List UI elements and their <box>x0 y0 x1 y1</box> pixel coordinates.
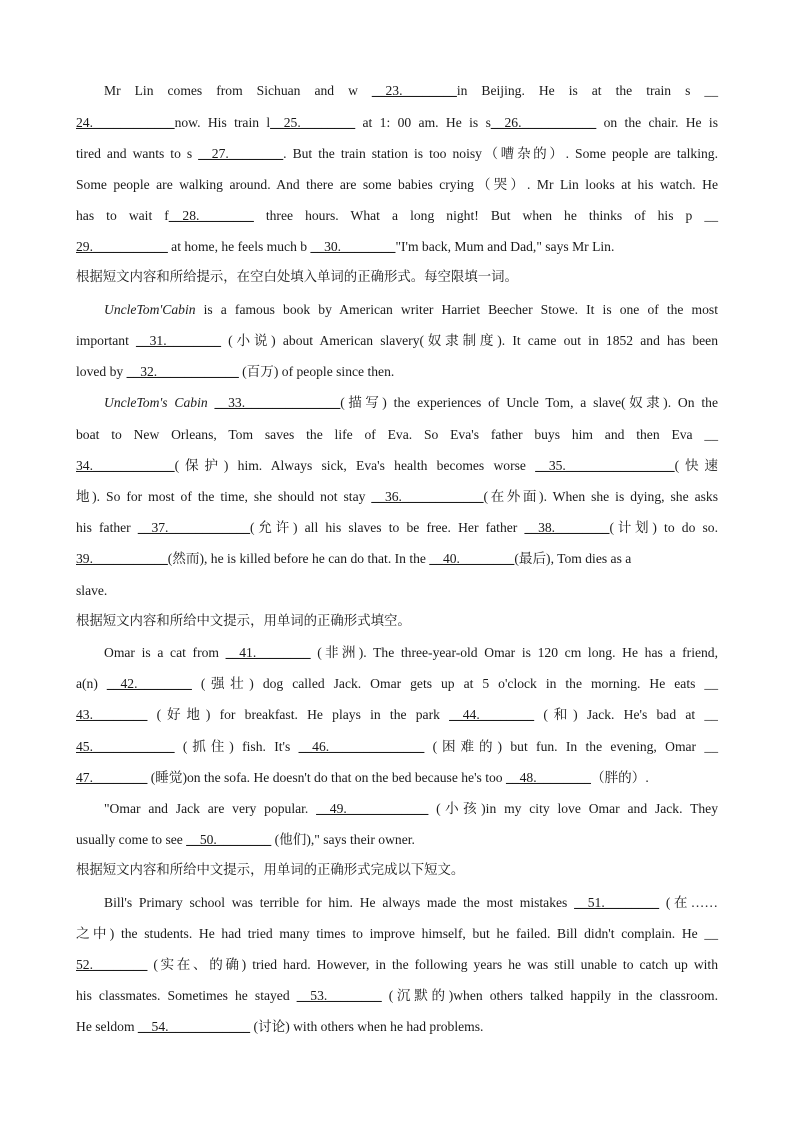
blank-29[interactable]: 29.___________ <box>76 239 168 254</box>
passage6-line5 <box>76 1018 718 1036</box>
text: on the chair. He is <box>596 115 718 130</box>
passage1-line4 <box>76 176 718 194</box>
text <box>208 395 215 410</box>
blank-40[interactable]: __40.________ <box>429 551 515 566</box>
text: now. His train l <box>174 115 271 130</box>
blank-49[interactable]: __49.____________ <box>316 801 429 816</box>
passage3-line6 <box>76 550 718 568</box>
blank-42[interactable]: __42.________ <box>106 676 192 691</box>
text: three hours. What a long night! But when he thinks of his p __ <box>253 208 718 223</box>
blank-50[interactable]: __50.________ <box>186 832 272 847</box>
blank-38[interactable]: __38.________ <box>524 520 610 535</box>
blank-31[interactable]: __31.________ <box>136 333 221 348</box>
text: his father <box>76 520 138 535</box>
blank-24[interactable]: 24.____________ <box>76 115 175 130</box>
passage1-line5 <box>76 207 718 225</box>
text: (他们)," says their owner. <box>271 832 415 847</box>
blank-37[interactable]: __37.____________ <box>137 520 251 535</box>
passage1-line1 <box>104 82 718 100</box>
blank-52[interactable]: 52.________ <box>76 957 148 972</box>
blank-41[interactable]: __41.________ <box>225 645 311 660</box>
text: (百万) of people since then. <box>238 364 395 379</box>
blank-36[interactable]: __36.____________ <box>371 489 484 504</box>
passage2-line2 <box>76 332 718 350</box>
text: (小孩)in my city love Omar and Jack. They <box>428 801 719 816</box>
text: (保护) him. Always sick, Eva's health becomes worse <box>174 458 536 473</box>
text: "Omar and Jack are very popular. <box>104 801 317 816</box>
blank-35[interactable]: __35.________________ <box>535 458 675 473</box>
instruction-3: 根据短文内容和所给中文提示，用单词的正确形式完成以下短文。 <box>76 863 465 878</box>
passage6-line4 <box>76 987 718 1005</box>
passage6-line1 <box>104 894 718 912</box>
text: . But the train station is too noisy（嘈杂的）. Some people are talking. <box>283 146 718 161</box>
instruction-2: 根据短文内容和所给中文提示，用单词的正确形式填空。 <box>76 614 411 629</box>
blank-54[interactable]: __54.____________ <box>137 1019 251 1034</box>
passage4-line2 <box>76 675 718 693</box>
passage6-line2 <box>76 925 718 943</box>
text: a(n) <box>76 676 107 691</box>
text: (在外面). When she is dying, she asks <box>483 489 718 504</box>
passage1-line6 <box>76 238 718 256</box>
text: (好地) for breakfast. He plays in the park <box>147 707 450 722</box>
text: has to wait f <box>76 208 169 223</box>
blank-23[interactable]: __23.________ <box>371 83 457 98</box>
text: (睡觉)on the sofa. He doesn't do that on the bed because he's too <box>147 770 506 785</box>
text: (抓住) fish. It's <box>174 739 299 754</box>
blank-44[interactable]: __44.________ <box>449 707 535 722</box>
book-title: UncleTom's Cabin <box>104 395 208 410</box>
text: in Beijing. He is at the train s __ <box>456 83 718 98</box>
blank-25[interactable]: __25.________ <box>270 115 356 130</box>
text: Some people are walking around. And there are some babies crying（哭）. Mr Lin looks at his watch. He <box>76 177 718 192</box>
text: （胖的）. <box>590 770 649 785</box>
text: Mr Lin comes from Sichuan and w <box>104 83 372 98</box>
book-title: UncleTom'Cabin <box>104 302 196 317</box>
passage1-line3 <box>76 145 718 163</box>
passage3-line7: slave. <box>76 583 108 598</box>
passage3-line2 <box>76 426 718 444</box>
passage4-line4 <box>76 738 718 756</box>
text: (快速 <box>674 458 719 473</box>
blank-51[interactable]: __51.________ <box>574 895 660 910</box>
passage1-line2 <box>76 114 718 132</box>
text: (和) Jack. He's bad at __ <box>534 707 718 722</box>
passage2-line1 <box>104 301 718 319</box>
passage4-line5 <box>76 769 718 787</box>
instruction-1: 根据短文内容和所给提示，在空白处填入单词的正确形式。每空限填一词。 <box>76 270 518 285</box>
blank-34[interactable]: 34.____________ <box>76 458 175 473</box>
text: (实在、的确) tried hard. However, in the following years he was still unable to catch up with <box>147 957 718 972</box>
passage3-line3 <box>76 457 718 475</box>
text: (在…… <box>659 895 718 910</box>
blank-26[interactable]: __26.___________ <box>490 115 597 130</box>
text: He seldom <box>76 1019 138 1034</box>
text: loved by <box>76 364 127 379</box>
passage2-line3 <box>76 363 718 381</box>
text: tired and wants to s <box>76 146 199 161</box>
passage5-line2 <box>76 831 718 849</box>
passage3-line5 <box>76 519 718 537</box>
text: Bill's Primary school was terrible for him. He always made the most mistakes <box>104 895 575 910</box>
text: Omar is a cat from <box>104 645 226 660</box>
blank-43[interactable]: 43.________ <box>76 707 148 722</box>
blank-47[interactable]: 47.________ <box>76 770 148 785</box>
text: is a famous book by American writer Harriet Beecher Stowe. It is one of the most <box>195 302 718 317</box>
blank-30[interactable]: __30.________ <box>310 239 396 254</box>
text: (描写) the experiences of Uncle Tom, a slave(奴隶). On the <box>340 395 718 410</box>
blank-53[interactable]: __53.________ <box>296 988 382 1003</box>
passage4-line3 <box>76 706 718 724</box>
blank-46[interactable]: __46.______________ <box>298 739 425 754</box>
text: (强壮) dog called Jack. Omar gets up at 5 o'clock in the morning. He eats __ <box>191 676 718 691</box>
text: (最后), Tom dies as a <box>514 551 632 566</box>
text: (小说) about American slavery(奴隶制度). It came out in 1852 and has been <box>221 333 718 348</box>
passage3-line4 <box>76 488 718 506</box>
text: (困难的) but fun. In the evening, Omar __ <box>424 739 718 754</box>
text: "I'm back, Mum and Dad," says Mr Lin. <box>395 239 615 254</box>
text: (允许) all his slaves to be free. Her father <box>250 520 525 535</box>
text: 地). So for most of the time, she should not stay <box>76 489 372 504</box>
passage4-line1 <box>104 644 718 662</box>
text: (沉默的)when others talked happily in the classroom. <box>381 988 718 1003</box>
blank-27[interactable]: __27.________ <box>198 146 284 161</box>
text: (非洲). The three-year-old Omar is 120 cm long. He has a friend, <box>310 645 718 660</box>
blank-33[interactable]: __33.______________ <box>214 395 341 410</box>
blank-39[interactable]: 39.___________ <box>76 551 168 566</box>
text: at home, he feels much b <box>167 239 311 254</box>
blank-48[interactable]: __48.________ <box>506 770 591 785</box>
text: boat to New Orleans, Tom saves the life of Eva. So Eva's father buys him and then Eva __ <box>76 427 718 442</box>
blank-28[interactable]: __28.________ <box>168 208 254 223</box>
text: (讨论) with others when he had problems. <box>250 1019 484 1034</box>
text: his classmates. Sometimes he stayed <box>76 988 297 1003</box>
text: (计划) to do so. <box>609 520 719 535</box>
text: important <box>76 333 137 348</box>
text: 之中) the students. He had tried many times to improve himself, but he failed. Bill didn't complain. He __ <box>76 926 718 941</box>
text: (然而), he is killed before he can do that. In the <box>167 551 430 566</box>
passage5-line1 <box>104 800 718 818</box>
blank-32[interactable]: __32.____________ <box>126 364 239 379</box>
passage3-line1 <box>104 394 718 412</box>
passage6-line3 <box>76 956 718 974</box>
text: usually come to see <box>76 832 187 847</box>
blank-45[interactable]: 45.____________ <box>76 739 175 754</box>
text: at 1: 00 am. He is s <box>355 115 491 130</box>
